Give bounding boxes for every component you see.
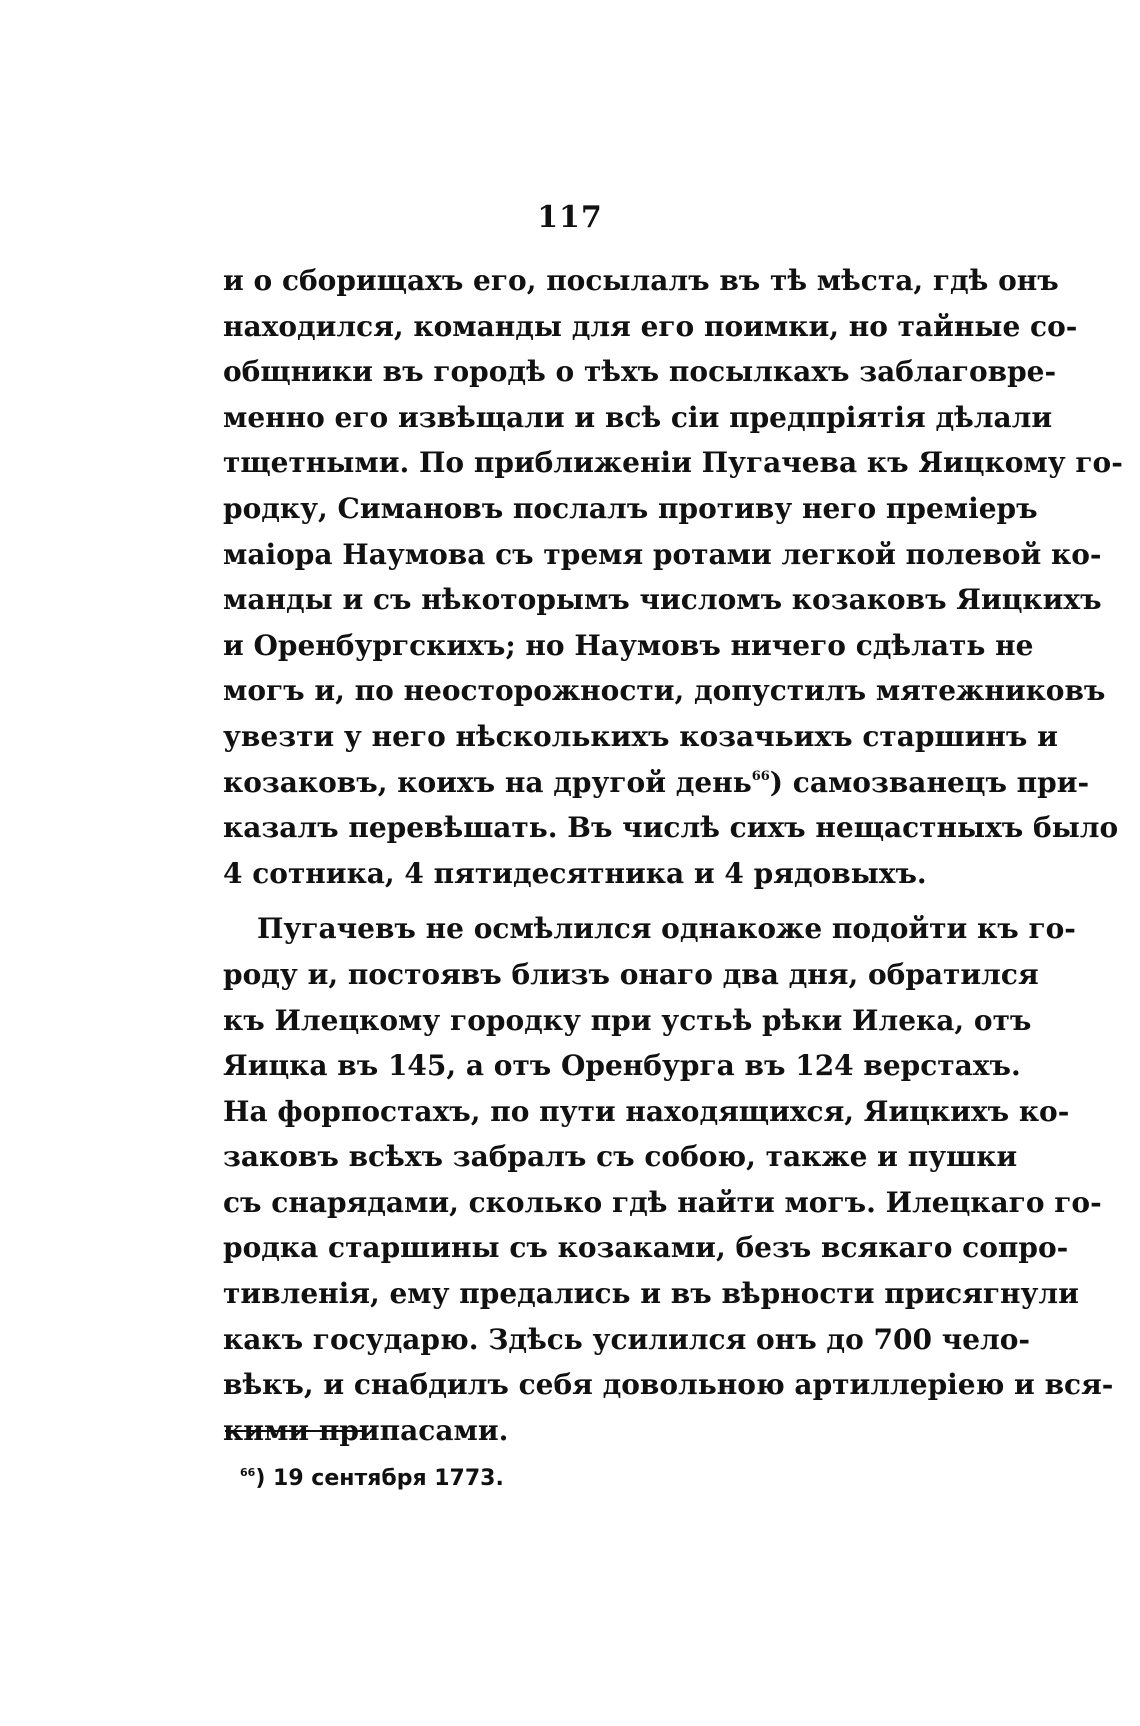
text-line: Пугачевъ не осмѣлился однакоже подойти къ го-	[257, 912, 1076, 946]
text-line: общники въ городѣ о тѣхъ посылкахъ заблаговре-	[223, 355, 1057, 389]
text-line: кими припасами.	[223, 1413, 509, 1447]
text-segment: ) самозванецъ при-	[769, 765, 1090, 799]
body-text	[223, 258, 1123, 1453]
text-line: вѣкъ, и снабдилъ себя довольною артиллеріею и вся-	[223, 1368, 1114, 1402]
text-line: и о сборищахъ его, посылалъ въ тѣ мѣста, гдѣ онъ	[223, 264, 1059, 297]
text-line: какъ государю. Здѣсь усилился онъ до 700 чело-	[223, 1322, 1031, 1356]
footnote-reference[interactable]: 66	[751, 768, 770, 784]
text-line: тивленія, ему предались и въ вѣрности присягнули	[223, 1277, 1079, 1311]
page-number: 117	[537, 200, 603, 235]
text-line: 4 сотника, 4 пятидесятника и 4 рядовыхъ.	[223, 856, 927, 890]
paragraph	[223, 906, 1114, 1453]
text-line: тщетными. По приближеніи Пугачева къ Яицкому го-	[223, 446, 1123, 480]
text-line: На форпостахъ, по пути находящихся, Яицкихъ ко-	[223, 1094, 1070, 1128]
text-line: Яицка въ 145, а отъ Оренбурга въ 124 верстахъ.	[223, 1049, 1021, 1083]
text-line: менно его извѣщали и всѣ сіи предпріятія дѣлали	[223, 400, 1053, 434]
text-line: могъ и, по неосторожности, допустилъ мятежниковъ	[223, 674, 1106, 708]
footnote-text: ) 19 сентября 1773.	[255, 1466, 504, 1491]
text-line: маіора Наумова съ тремя ротами легкой полевой ко-	[223, 537, 1102, 571]
footnote	[240, 1466, 504, 1491]
text-line: съ снарядами, сколько гдѣ найти могъ. Илецкаго го-	[223, 1185, 1102, 1219]
text-line: родка старшины съ козаками, безъ всякаго сопро-	[223, 1231, 1069, 1265]
text-line: роду и, постоявъ близъ онаго два дня, обратился	[223, 957, 1039, 991]
footnote-divider	[225, 1430, 365, 1432]
text-line: къ Илецкому городку при устьѣ рѣки Илека, отъ	[223, 1003, 1032, 1037]
text-line: родку, Симановъ послалъ противу него преміеръ	[223, 491, 1038, 525]
text-line: казалъ перевѣшать. Въ числѣ сихъ нещастныхъ было	[223, 811, 1119, 845]
text-line: заковъ всѣхъ забралъ съ собою, также и пушки	[223, 1140, 1018, 1174]
paragraph	[223, 258, 1123, 896]
text-line: манды и съ нѣкоторымъ числомъ козаковъ Яицкихъ	[223, 583, 1102, 617]
text-line: и Оренбургскихъ; но Наумовъ ничего сдѣлать не	[223, 628, 1034, 662]
text-segment: козаковъ, коихъ на другой день	[223, 765, 752, 799]
text-line: находился, команды для его поимки, но тайные со-	[223, 309, 1078, 343]
footnote-marker: 66	[240, 1466, 256, 1479]
text-line-with-note	[223, 760, 1090, 806]
paragraph-gap	[223, 896, 935, 906]
text-line: увезти у него нѣсколькихъ козачьихъ старшинъ и	[223, 719, 1058, 753]
